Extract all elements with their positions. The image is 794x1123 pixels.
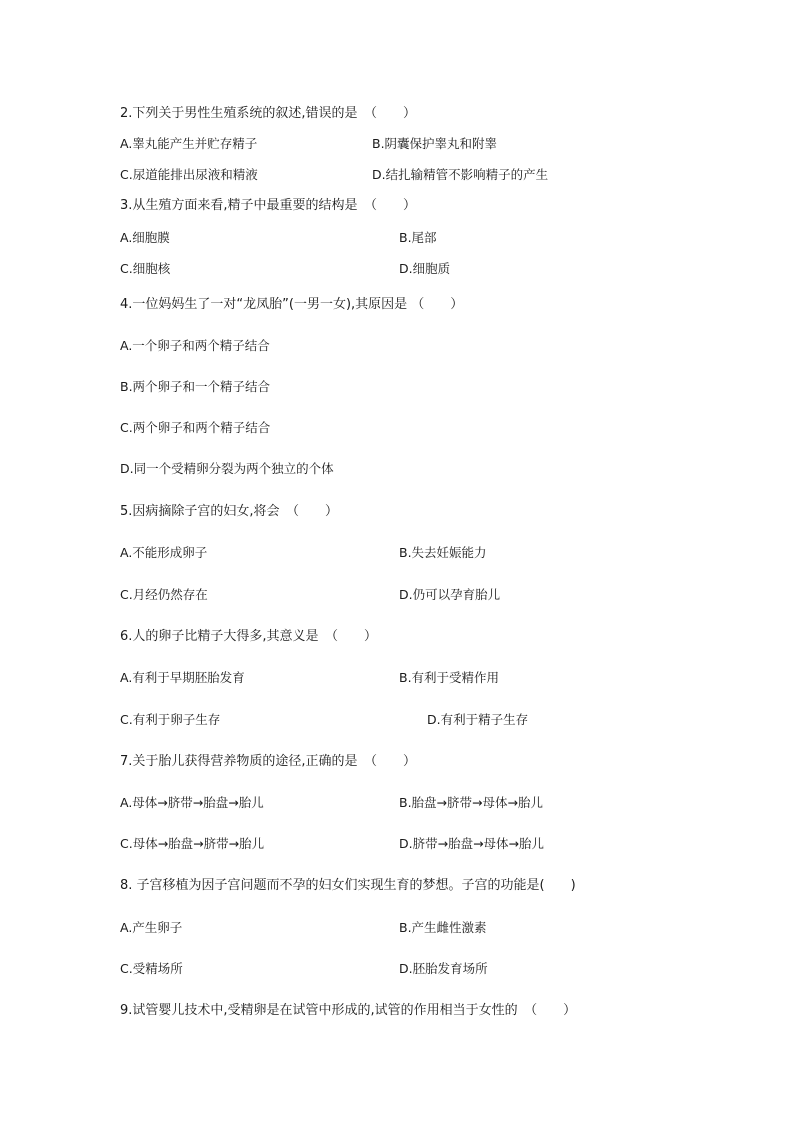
question-4-option-b: B.两个卵子和一个精子结合 <box>120 379 271 394</box>
question-6-option-d: D.有利于精子生存 <box>427 712 529 727</box>
question-8-option-b: B.产生雌性激素 <box>399 920 487 935</box>
question-7-stem: 7.关于胎儿获得营养物质的途径,正确的是 （ ） <box>120 754 417 769</box>
question-4-option-c: C.两个卵子和两个精子结合 <box>120 420 271 435</box>
question-3-option-d: D.细胞质 <box>399 261 451 276</box>
question-2-option-a: A.睾丸能产生并贮存精子 <box>120 136 258 151</box>
question-6-option-c: C.有利于卵子生存 <box>120 712 221 727</box>
question-7-option-a: A.母体→脐带→胎盘→胎儿 <box>120 795 264 810</box>
question-5-option-c: C.月经仍然存在 <box>120 587 208 602</box>
question-3-option-a: A.细胞膜 <box>120 230 170 245</box>
question-7-option-d: D.脐带→胎盘→母体→胎儿 <box>399 836 545 851</box>
question-3-stem: 3.从生殖方面来看,精子中最重要的结构是 （ ） <box>120 198 417 213</box>
question-6-option-a: A.有利于早期胚胎发育 <box>120 670 245 685</box>
question-3-option-c: C.细胞核 <box>120 261 171 276</box>
question-2-option-b: B.阴囊保护睾丸和附睾 <box>372 136 498 151</box>
question-4-stem: 4.一位妈妈生了一对“龙凤胎”(一男一女),其原因是 （ ） <box>120 297 464 312</box>
question-2-option-d: D.结扎输精管不影响精子的产生 <box>372 167 549 182</box>
question-4-option-d: D.同一个受精卵分裂为两个独立的个体 <box>120 461 334 476</box>
question-8-option-d: D.胚胎发育场所 <box>399 961 488 976</box>
question-9-stem: 9.试管婴儿技术中,受精卵是在试管中形成的,试管的作用相当于女性的 （ ） <box>120 1003 577 1018</box>
question-6-option-b: B.有利于受精作用 <box>399 670 500 685</box>
question-5-option-d: D.仍可以孕育胎儿 <box>399 587 501 602</box>
question-7-option-b: B.胎盘→脐带→母体→胎儿 <box>399 795 543 810</box>
question-4-option-a: A.一个卵子和两个精子结合 <box>120 338 270 353</box>
question-2-stem: 2.下列关于男性生殖系统的叙述,错误的是 （ ） <box>120 106 417 121</box>
question-2-option-c: C.尿道能排出尿液和精液 <box>120 167 258 182</box>
question-8-option-a: A.产生卵子 <box>120 920 183 935</box>
question-5-stem: 5.因病摘除子宫的妇女,将会 （ ） <box>120 504 339 519</box>
question-7-option-c: C.母体→胎盘→脐带→胎儿 <box>120 836 265 851</box>
question-8-stem: 8. 子宫移植为因子宫问题而不孕的妇女们实现生育的梦想。子宫的功能是( ) <box>120 878 576 893</box>
question-3-option-b: B.尾部 <box>399 230 437 245</box>
question-5-option-b: B.失去妊娠能力 <box>399 545 487 560</box>
question-6-stem: 6.人的卵子比精子大得多,其意义是 （ ） <box>120 629 378 644</box>
question-5-option-a: A.不能形成卵子 <box>120 545 208 560</box>
question-8-option-c: C.受精场所 <box>120 961 183 976</box>
